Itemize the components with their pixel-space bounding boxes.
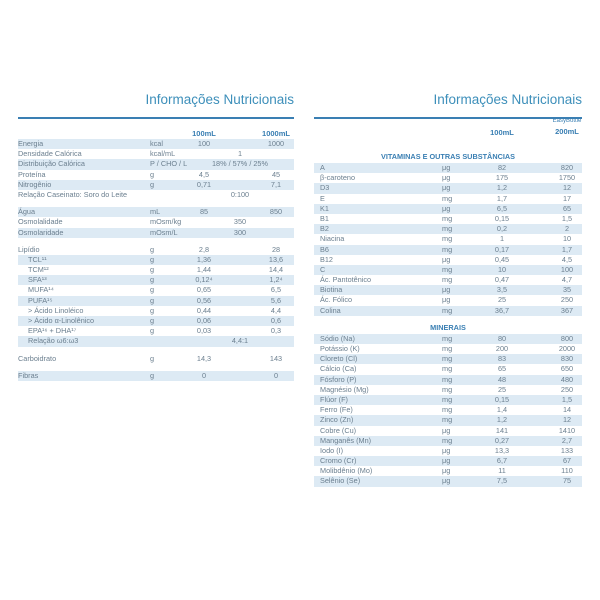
nutrient-unit: mg [442,405,453,415]
nutrient-name: Carboidrato [18,353,57,363]
nutrient-value-col2: 2 [564,224,570,234]
nutrient-name: Relação ω6:ω3 [28,336,79,346]
nutrient-value-col2: 1000 [267,139,285,148]
nutrient-unit: μg [442,425,451,435]
nutrient-name: C [320,264,326,274]
nutrient-value-col1: 36,7 [494,305,510,315]
nutrient-value-col1: 2,8 [198,244,210,254]
left-title-rule [18,117,294,119]
nutrient-unit: mg [442,344,453,353]
nutrient-value-col1: 83 [497,354,507,364]
nutrient-name: K1 [320,203,329,213]
nutrient-value-col1: 0,15 [494,394,510,404]
nutrient-name: Proteína [18,169,46,179]
nutrient-value-col1: 6,7 [496,456,508,466]
nutrient-name: Energia [18,139,44,148]
table-row [314,415,582,425]
nutrient-unit: μg [442,456,451,466]
nutrient-name: TCM¹² [28,265,49,275]
table-row [18,207,294,217]
nutrient-unit: kcal [150,139,163,148]
table-row [18,190,294,200]
nutrient-value-col2: 45 [271,169,281,179]
nutrient-value-col1: 85 [199,207,209,217]
table-row [314,476,582,486]
nutrient-value-col2: 12 [562,415,572,425]
right-col-200ml-header: 200mL [555,127,579,136]
nutrient-value-col2: 35 [562,285,572,295]
nutrient-unit: mg [442,384,453,394]
nutrient-value-col1: 0,27 [494,435,510,445]
nutrient-value-col1: 1,7 [496,193,508,203]
nutrient-value-col2: 1750 [558,173,576,183]
nutrient-value-col1: 14,3 [196,353,212,363]
table-row [314,255,582,265]
table-row [18,326,294,336]
nutrient-name: Distribuição Calórica [18,159,85,169]
nutrient-value-col2: 10 [562,234,572,244]
nutrient-value-col2: 6,5 [270,285,282,295]
table-row [314,354,582,364]
table-row [18,265,294,275]
nutrient-value-col1: 82 [497,163,507,172]
right-col-easybottle-label: EasyBottle [552,118,582,124]
nutrient-unit: mg [442,374,453,384]
nutrient-unit: mg [442,364,453,374]
nutrient-value-col1: 0,71 [196,179,212,189]
nutrient-unit: g [150,169,155,179]
nutrient-value-col2: 75 [562,476,572,486]
nutrient-name: Cobre (Cu) [320,425,357,435]
nutrient-unit: mg [442,333,453,343]
nutrient-name: > Ácido Linoléico [28,305,84,315]
nutrient-unit: mg [442,275,453,285]
nutrient-unit: g [150,179,155,189]
left-panel-title: Informações Nutricionais [145,92,294,107]
nutrient-value-col1: 48 [497,374,507,384]
nutrient-value-col2: 1,2⁴ [269,275,283,285]
nutrient-name: B12 [320,254,333,264]
nutrient-value-col2: 800 [560,333,574,343]
nutrient-unit: mg [442,394,453,404]
table-row [18,255,294,265]
table-row [314,395,582,405]
nutrient-value-col2: 0,3 [270,326,282,336]
nutrient-name: Ác. Fólico [320,295,353,305]
table-row [314,194,582,204]
nutrient-name: Manganês (Mn) [320,435,372,445]
nutrient-name: Fósforo (P) [320,374,357,384]
nutrient-unit: g [150,295,155,305]
table-spacer [18,200,294,207]
nutrient-name: Potássio (K) [320,344,360,353]
nutrient-unit: mg [442,224,453,234]
nutrient-value-col2: 830 [560,354,574,364]
nutrient-value-col2: 0 [273,370,279,380]
nutrient-value-col2: 12 [562,183,572,193]
table-row [18,170,294,180]
nutrient-value-col2: 367 [560,305,574,315]
nutrient-value-col2: 4,4 [270,305,282,315]
table-row [314,234,582,244]
nutrient-name: Nitrogênio [18,179,52,189]
table-spacer [18,238,294,245]
nutrient-name: Cloreto (Cl) [320,354,358,364]
table-row [314,285,582,295]
nutrient-value-col1: 10 [497,264,507,274]
nutrient-unit: P / CHO / L [150,159,188,169]
nutrient-value-col1: 6,5 [496,203,508,213]
nutrient-value-col1: 0,45 [494,254,510,264]
nutrient-unit: mg [442,354,453,364]
nutrient-name: Água [18,207,36,217]
nutrient-unit: mOsm/kg [150,217,182,227]
nutrient-name: Osmolalidade [18,217,63,227]
nutrient-value-col1: 11 [498,466,506,476]
nutrient-value-col2: 13,6 [268,254,284,264]
nutrient-value-col2: 480 [560,374,574,384]
nutrient-unit: g [150,370,155,380]
table-row [18,306,294,316]
nutrient-unit: μg [442,163,451,172]
table-row [18,180,294,190]
nutrient-value-col1: 200 [495,344,509,353]
nutrient-name: Selênio (Se) [320,476,361,486]
nutrient-name: Magnésio (Mg) [320,384,369,394]
nutrient-name: Sódio (Na) [320,333,355,343]
nutrient-name: Cromo (Cr) [320,456,357,466]
table-row [314,385,582,395]
nutrient-name: MUFA¹⁴ [28,285,54,295]
table-spacer [18,347,294,354]
table-row [18,316,294,326]
section-title: MINERAIS [430,322,466,332]
table-row [18,296,294,306]
table-row [314,334,582,344]
nutrient-value-col2: 65 [562,203,572,213]
nutrient-name: B2 [320,224,329,234]
nutrient-value-col1: 0,17 [494,244,510,254]
nutrient-value-col2: 143 [269,353,283,363]
nutrient-unit: μg [442,173,451,183]
nutrient-value-col2: 14,4 [268,265,284,275]
nutrient-unit: μg [442,203,451,213]
nutrient-unit: g [150,326,155,336]
table-row [314,183,582,193]
table-row [314,245,582,255]
nutrient-value-col2: 1,5 [561,213,573,223]
nutrient-value-col2: 820 [560,163,574,172]
nutrient-unit: g [150,285,155,295]
nutrient-value-col1: 0,44 [196,305,212,315]
nutrient-value-col2: 110 [561,466,573,476]
nutrient-value-shared: 300 [233,227,247,237]
left-nutrition-table [18,139,294,381]
nutrient-unit: μg [442,295,451,305]
nutrient-value-col2: 100 [560,264,574,274]
table-row [18,371,294,381]
nutrient-name: Biotina [320,285,343,295]
nutrient-value-col2: 5,6 [270,295,282,305]
nutrient-value-col1: 3,5 [496,285,508,295]
nutrient-value-col2: 250 [560,295,574,305]
nutrient-unit: mg [442,244,453,254]
right-panel-title: Informações Nutricionais [433,92,582,107]
table-row [314,204,582,214]
right-col-100ml-header: 100mL [490,128,514,137]
table-row [18,245,294,255]
nutrient-value-col2: 133 [560,445,574,455]
nutrient-name: D3 [320,183,330,193]
table-row [314,446,582,456]
nutrient-unit: μg [442,466,451,476]
nutrient-name: EPA¹⁶ + DHA¹⁷ [28,326,77,336]
nutrient-name: Molibdênio (Mo) [320,466,373,476]
nutrient-value-col2: 1410 [558,425,576,435]
nutrient-value-shared: 350 [233,217,247,227]
nutrient-unit: mg [442,193,453,203]
nutrient-name: Fibras [18,370,39,380]
table-row [314,173,582,183]
nutrient-value-col2: 14 [562,405,572,415]
nutrient-value-col1: 1 [499,234,505,244]
nutrient-name: > Ácido α-Linolênico [28,316,95,325]
nutrient-unit: kcal/mL [150,149,176,159]
nutrient-value-col1: 1,44 [196,265,212,275]
nutrient-unit: μg [442,476,451,486]
nutrient-name: PUFA¹⁵ [28,295,53,305]
nutrient-value-shared: 18% / 57% / 25% [212,159,268,169]
nutrient-value-col1: 0,65 [196,285,212,295]
nutrient-unit: mg [442,415,453,425]
table-row [314,163,582,173]
nutrient-name: Ác. Pantotênico [320,275,372,285]
nutrient-value-shared: 1 [237,149,243,159]
nutrient-name: B1 [320,213,329,223]
table-row [314,426,582,436]
nutrient-unit: g [150,316,155,325]
nutrient-value-col2: 650 [560,364,574,374]
nutrient-name: Zinco (Zn) [320,415,354,425]
table-row [18,228,294,238]
nutrient-unit: mg [442,213,453,223]
nutrient-unit: mg [442,305,453,315]
nutrient-unit: mg [442,435,453,445]
table-row [314,436,582,446]
nutrient-name: TCL¹¹ [28,254,47,264]
nutrient-value-col2: 28 [271,244,281,254]
nutrient-unit: g [150,305,155,315]
table-row [314,295,582,305]
nutrient-value-col1: 13,3 [494,445,510,455]
nutrient-name: B6 [320,244,329,254]
nutrient-name: β-caroteno [320,173,356,183]
nutrient-value-col1: 141 [495,425,509,435]
nutrient-name: Ferro (Fe) [320,405,353,415]
nutrient-value-col1: 0,2 [496,224,508,234]
nutrient-value-shared: 4,4:1 [231,336,249,346]
nutrient-value-col1: 0,06 [196,316,212,325]
table-row [18,139,294,149]
nutrient-name: Densidade Calórica [18,149,82,159]
nutrient-value-col2: 4,7 [561,275,573,285]
right-nutrition-table [314,149,582,487]
nutrient-name: Colina [320,305,341,315]
nutrient-value-col1: 0,12⁴ [195,275,213,285]
nutrient-name: SFA¹³ [28,275,47,285]
nutrient-unit: mOsm/L [150,227,178,237]
nutrient-value-col1: 0,56 [196,295,212,305]
nutrient-unit: g [150,244,155,254]
table-row [18,149,294,159]
left-col-1000ml-header: 1000mL [262,129,290,138]
nutrient-value-col1: 4,5 [198,169,210,179]
table-row [314,265,582,275]
nutrient-value-col2: 17 [562,193,572,203]
nutrient-name: Lipídio [18,244,40,254]
nutrient-unit: mg [442,234,453,244]
section-title: VITAMINAS E OUTRAS SUBSTÂNCIAS [380,152,516,161]
nutrient-value-col1: 1,4 [496,405,508,415]
nutrient-value-col2: 67 [562,456,572,466]
nutrient-name: Osmolaridade [18,227,64,237]
nutrient-value-col1: 100 [197,139,211,148]
nutrient-value-col1: 0 [201,370,207,380]
nutrient-name: Relação Caseinato: Soro do Leite [18,189,128,199]
nutrient-value-col2: 1,7 [561,244,573,254]
table-row [314,364,582,374]
nutrient-value-col1: 25 [497,384,507,394]
nutrient-name: E [320,193,325,203]
nutrient-value-col1: 25 [497,295,507,305]
nutrient-value-col1: 1,2 [496,415,508,425]
nutrient-value-col1: 0,15 [494,213,510,223]
nutrient-unit: μg [442,183,451,193]
nutrient-name: Flúor (F) [320,394,348,404]
table-row [314,306,582,316]
table-row [314,466,582,476]
nutrient-value-col1: 1,2 [496,183,508,193]
nutrient-unit: g [150,254,155,264]
nutrient-value-col1: 80 [497,333,507,343]
table-row [18,354,294,364]
nutrient-value-col1: 0,47 [494,275,510,285]
nutrient-unit: g [150,275,155,285]
table-row [314,456,582,466]
nutrient-value-col1: 1,36 [196,254,212,264]
nutrient-unit: μg [442,254,451,264]
nutrient-unit: μg [442,285,451,295]
nutrient-name: Iodo (I) [320,445,344,455]
table-row [314,344,582,354]
nutrient-unit: mL [150,207,161,217]
nutrient-value-col1: 0,03 [196,326,212,336]
nutrient-value-col1: 175 [495,173,509,183]
nutrient-value-shared: 0:100 [230,189,250,199]
nutrient-value-col1: 65 [497,364,507,374]
nutrient-name: Cálcio (Ca) [320,364,357,374]
table-row [18,217,294,227]
nutrient-unit: μg [442,445,451,455]
table-row [314,224,582,234]
nutrient-unit: g [150,353,155,363]
nutrient-value-col2: 1,5 [561,394,573,404]
nutrient-value-col2: 4,5 [561,254,573,264]
nutrient-name: A [320,163,325,172]
nutrient-value-col2: 250 [560,384,574,394]
nutrient-value-col2: 2,7 [561,435,573,445]
table-spacer [18,364,294,371]
table-row [314,275,582,285]
left-col-100ml-header: 100mL [192,129,216,138]
nutrient-value-col2: 850 [269,207,283,217]
table-row [314,214,582,224]
nutrient-value-col1: 7,5 [496,476,508,486]
nutrient-name: Niacina [320,234,345,244]
table-row [314,405,582,415]
table-row [18,285,294,295]
nutrient-value-col2: 0,6 [270,316,282,325]
table-row [18,275,294,285]
table-row [314,375,582,385]
nutrient-value-col2: 2000 [558,344,576,353]
table-row [18,159,294,169]
table-row [18,336,294,346]
nutrient-value-col2: 7,1 [270,179,282,189]
nutrient-unit: mg [442,264,453,274]
nutrient-unit: g [150,265,155,275]
